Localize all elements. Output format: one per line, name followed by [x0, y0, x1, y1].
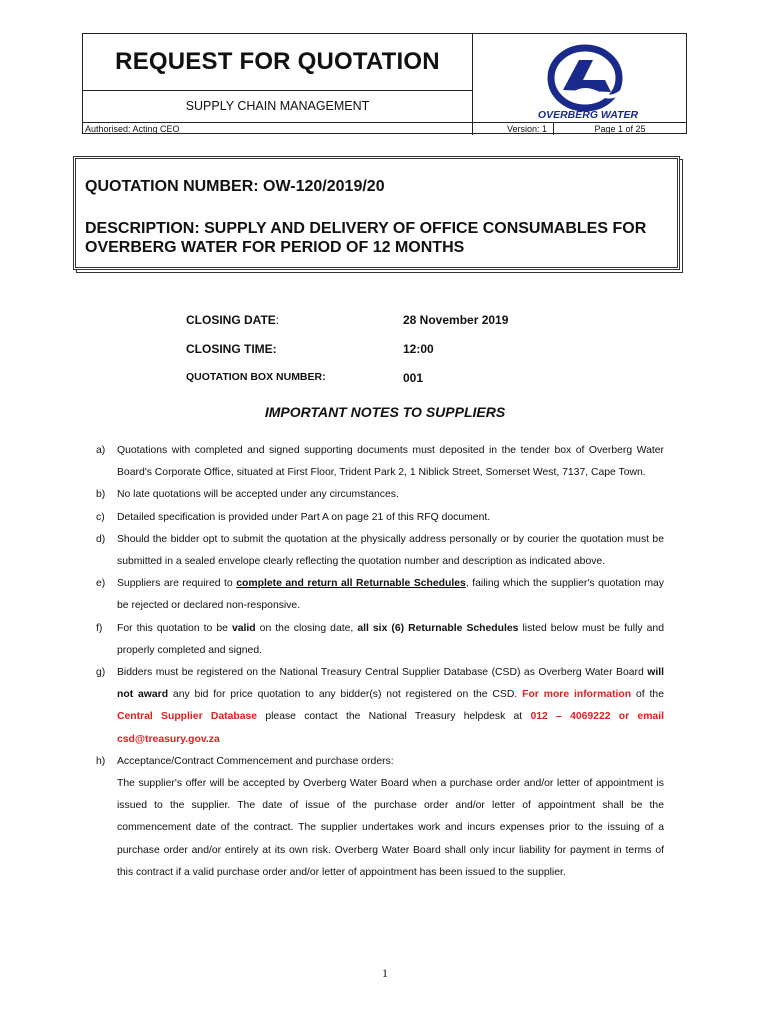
- note-b-text: No late quotations will be accepted under any circumstances.: [117, 489, 399, 501]
- note-g-emphasis: will not award: [117, 667, 664, 701]
- closing-date-label: CLOSING DATE: [186, 313, 276, 327]
- note-a-text: Quotations with completed and signed supporting documents must deposited in the tender box of Overberg Water Board's Corporate Office, situated at First Floor, Trident Park 2, 1 Niblick Street, Somerset West, 7137, Cape Town.: [117, 445, 664, 479]
- note-f-post: listed below must be fully and properly completed and signed.: [117, 622, 664, 656]
- note-g-red-contact: 012 – 4069222 or email csd@treasury.gov.za: [117, 711, 664, 745]
- note-e-text: [117, 573, 664, 617]
- logo-icon: [513, 42, 663, 122]
- note-h-title: Acceptance/Contract Commencement and purchase orders:: [117, 755, 394, 767]
- note-h: [96, 751, 664, 884]
- quotation-box: [73, 156, 680, 270]
- logo-text: OVERBERG WATER: [537, 109, 639, 121]
- closing-time-label: CLOSING TIME:: [186, 342, 277, 356]
- overberg-water-logo: [513, 42, 663, 122]
- document-subtitle: SUPPLY CHAIN MANAGEMENT: [185, 99, 370, 113]
- page-number: 1: [382, 966, 388, 980]
- note-h-text: The supplier's offer will be accepted by Overberg Water Board when a purchase order and/or letter of appointment is issued to the supplier. The date of issue of the purchase order and/or letter of appointment shall be the commencement date of the contract. The supplier undertakes work and incurs expenses prior to the issuing of a purchase order and/or entirely at its own risk. Overberg Water Board shall only incur liability for payment in terms of this contract if a valid purchase order and/or letter of appointment has been issued to the supplier.: [117, 778, 664, 878]
- note-marker: g): [96, 667, 106, 679]
- note-marker: a): [96, 445, 106, 456]
- note-c: [96, 507, 664, 529]
- box-number-label: QUOTATION BOX NUMBER:: [186, 371, 326, 383]
- note-marker: e): [96, 578, 106, 590]
- note-g-red-csd: Central Supplier Database: [117, 711, 258, 723]
- notes-heading: IMPORTANT NOTES TO SUPPLIERS: [264, 404, 506, 420]
- note-g-red-info: For more information: [522, 689, 632, 701]
- note-g-mid2: of the: [631, 689, 664, 701]
- note-f-emphasis-valid: valid: [231, 622, 256, 634]
- document-title: REQUEST FOR QUOTATION: [83, 34, 472, 91]
- note-marker: d): [96, 533, 106, 545]
- note-b: [96, 484, 664, 506]
- note-g-text: [117, 662, 664, 751]
- note-marker: b): [96, 489, 106, 501]
- note-marker: f): [96, 622, 103, 634]
- header-left-cell: [83, 34, 473, 122]
- note-c-text: Detailed specification is provided under Part A on page 21 of this RFQ document.: [117, 511, 491, 523]
- note-f-mid: on the closing date,: [255, 622, 358, 634]
- version-label: Version: 1: [472, 123, 553, 135]
- note-marker: c): [96, 511, 105, 523]
- note-e-post: , failing which the supplier's quotation may be rejected or declared non-responsive.: [117, 578, 664, 612]
- note-e-pre: Suppliers are required to: [117, 578, 237, 590]
- note-a: [96, 440, 664, 484]
- note-e-emphasis: complete and return all Returnable Schedules: [236, 578, 466, 590]
- note-g: [96, 662, 664, 751]
- quotation-number: QUOTATION NUMBER: OW-120/2019/20: [85, 178, 385, 195]
- note-f-text: [117, 618, 664, 662]
- note-e: [96, 573, 664, 617]
- note-marker: h): [96, 755, 106, 767]
- closing-date-colon: :: [275, 313, 280, 327]
- header-meta-row: [83, 122, 686, 135]
- note-f: [96, 618, 664, 662]
- quotation-description: DESCRIPTION: SUPPLY AND DELIVERY OF OFFICE CONSUMABLES FOR OVERBERG WATER FOR PERIOD OF 12 MONTHS: [85, 220, 647, 256]
- note-g-mid3: please contact the National Treasury helpdesk at: [257, 711, 531, 723]
- notes-list: [96, 440, 664, 884]
- closing-time-value: 12:00: [403, 342, 434, 356]
- box-number-value: 001: [403, 371, 424, 385]
- document-header: [82, 33, 687, 134]
- page-of-label: Page 1 of 25: [553, 123, 686, 135]
- note-g-pre: Bidders must be registered on the National Treasury Central Supplier Database (CSD) as Overberg Water Board: [117, 667, 648, 679]
- note-f-emphasis-schedules: all six (6) Returnable Schedules: [357, 622, 519, 634]
- authorised-by: Authorised: Acting CEO: [85, 124, 180, 134]
- note-f-pre: For this quotation to be: [117, 622, 232, 634]
- note-d-text: Should the bidder opt to submit the quotation at the physically address personally or by courier the quotation must be submitted in a sealed envelope clearly reflecting the quotation number and description as indicated above.: [117, 533, 664, 568]
- note-g-mid: any bid for price quotation to any bidder(s) not registered on the CSD.: [168, 689, 523, 701]
- closing-date-value: 28 November 2019: [403, 313, 509, 327]
- note-d: [96, 529, 664, 573]
